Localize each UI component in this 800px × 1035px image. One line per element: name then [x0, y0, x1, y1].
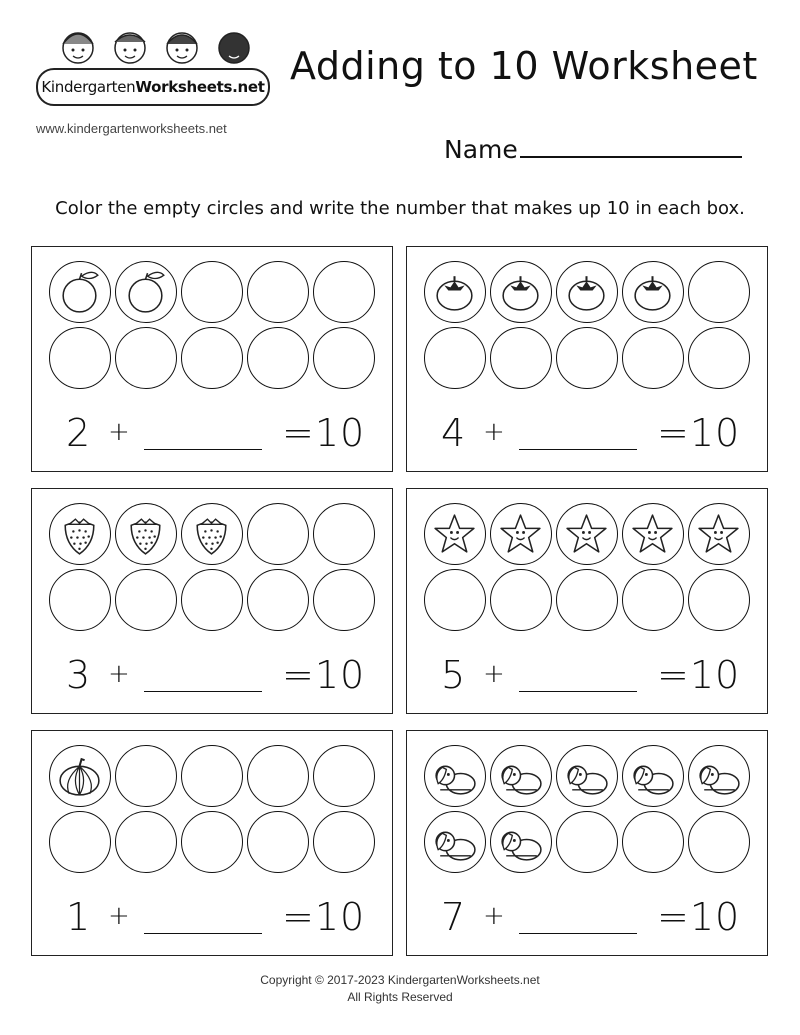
empty-circle[interactable]	[115, 327, 177, 389]
picture-circle	[622, 745, 684, 807]
problem-box	[406, 730, 768, 956]
empty-circle[interactable]	[490, 327, 552, 389]
rights-text: All Rights Reserved	[347, 990, 453, 1004]
problem-box	[31, 246, 393, 472]
empty-circle[interactable]	[181, 327, 243, 389]
orange-icon	[121, 267, 170, 316]
empty-circle[interactable]	[313, 569, 375, 631]
instructions: Color the empty circles and write the number that makes up 10 in each box.	[55, 198, 745, 219]
picture-circle	[622, 503, 684, 565]
bunny-icon	[628, 751, 677, 800]
plus-sign: +	[108, 659, 130, 689]
empty-circle[interactable]	[181, 569, 243, 631]
empty-circle[interactable]	[247, 745, 309, 807]
tomato-icon	[562, 267, 611, 316]
picture-circle	[688, 745, 750, 807]
empty-circle[interactable]	[115, 811, 177, 873]
empty-circle[interactable]	[247, 327, 309, 389]
answer-blank[interactable]	[519, 691, 637, 692]
picture-circle	[688, 503, 750, 565]
tomato-icon	[430, 267, 479, 316]
picture-circle	[49, 261, 111, 323]
kids-faces-icon	[48, 22, 258, 72]
starfish-icon	[430, 509, 479, 558]
picture-circle	[490, 745, 552, 807]
plus-sign: +	[483, 659, 505, 689]
empty-circle[interactable]	[424, 327, 486, 389]
equation	[66, 895, 386, 945]
site-url: www.kindergartenworksheets.net	[36, 121, 227, 136]
bunny-icon	[496, 817, 545, 866]
picture-circle	[556, 261, 618, 323]
empty-circle[interactable]	[490, 569, 552, 631]
equation	[441, 895, 761, 945]
plus-sign: +	[108, 901, 130, 931]
equation-total: =10	[657, 411, 741, 455]
plus-sign: +	[108, 417, 130, 447]
starfish-icon	[562, 509, 611, 558]
empty-circle[interactable]	[313, 261, 375, 323]
picture-circle	[49, 745, 111, 807]
picture-circle	[622, 261, 684, 323]
answer-blank[interactable]	[144, 691, 262, 692]
empty-circle[interactable]	[313, 503, 375, 565]
picture-circle	[490, 503, 552, 565]
empty-circle[interactable]	[688, 811, 750, 873]
addend: 1	[66, 895, 91, 939]
empty-circle[interactable]	[49, 327, 111, 389]
addend: 7	[441, 895, 466, 939]
answer-blank[interactable]	[519, 449, 637, 450]
tomato-icon	[628, 267, 677, 316]
empty-circle[interactable]	[247, 569, 309, 631]
logo-text-right: Worksheets.net	[135, 78, 265, 96]
picture-circle	[490, 811, 552, 873]
equation	[66, 411, 386, 461]
site-logo	[32, 22, 272, 112]
empty-circle[interactable]	[622, 811, 684, 873]
strawberry-icon	[55, 509, 104, 558]
empty-circle[interactable]	[247, 503, 309, 565]
addend: 3	[66, 653, 91, 697]
empty-circle[interactable]	[688, 569, 750, 631]
answer-blank[interactable]	[144, 449, 262, 450]
empty-circle[interactable]	[424, 569, 486, 631]
starfish-icon	[694, 509, 743, 558]
logo-text-left: Kindergarten	[41, 78, 136, 96]
name-blank-line[interactable]	[520, 130, 742, 158]
empty-circle[interactable]	[622, 569, 684, 631]
empty-circle[interactable]	[181, 261, 243, 323]
bunny-icon	[694, 751, 743, 800]
problem-box	[31, 730, 393, 956]
picture-circle	[49, 503, 111, 565]
picture-circle	[490, 261, 552, 323]
picture-circle	[556, 503, 618, 565]
plus-sign: +	[483, 417, 505, 447]
answer-blank[interactable]	[519, 933, 637, 934]
picture-circle	[556, 745, 618, 807]
bunny-icon	[430, 817, 479, 866]
footer	[0, 972, 800, 1006]
answer-blank[interactable]	[144, 933, 262, 934]
problem-box	[406, 246, 768, 472]
empty-circle[interactable]	[181, 745, 243, 807]
copyright-text: Copyright © 2017-2023 KindergartenWorksheets.net	[260, 973, 540, 987]
starfish-icon	[496, 509, 545, 558]
addend: 5	[441, 653, 466, 697]
page-title: Adding to 10 Worksheet	[290, 44, 758, 88]
empty-circle[interactable]	[181, 811, 243, 873]
empty-circle[interactable]	[115, 745, 177, 807]
empty-circle[interactable]	[688, 261, 750, 323]
tomato-icon	[496, 267, 545, 316]
bunny-icon	[562, 751, 611, 800]
picture-circle	[424, 503, 486, 565]
empty-circle[interactable]	[556, 327, 618, 389]
empty-circle[interactable]	[313, 811, 375, 873]
name-label: Name	[444, 135, 518, 164]
empty-circle[interactable]	[247, 261, 309, 323]
problem-box	[406, 488, 768, 714]
orange-icon	[55, 267, 104, 316]
empty-circle[interactable]	[556, 569, 618, 631]
name-field-row	[444, 130, 742, 164]
problem-box	[31, 488, 393, 714]
picture-circle	[424, 261, 486, 323]
addend: 4	[441, 411, 466, 455]
picture-circle	[424, 811, 486, 873]
equation-total: =10	[282, 653, 366, 697]
bunny-icon	[496, 751, 545, 800]
equation-total: =10	[657, 895, 741, 939]
empty-circle[interactable]	[622, 327, 684, 389]
empty-circle[interactable]	[49, 569, 111, 631]
equation-total: =10	[282, 895, 366, 939]
starfish-icon	[628, 509, 677, 558]
equation-total: =10	[282, 411, 366, 455]
pumpkin-icon	[55, 751, 104, 800]
empty-circle[interactable]	[49, 811, 111, 873]
equation-total: =10	[657, 653, 741, 697]
picture-circle	[115, 503, 177, 565]
logo-wordmark	[36, 68, 270, 106]
empty-circle[interactable]	[115, 569, 177, 631]
empty-circle[interactable]	[556, 811, 618, 873]
picture-circle	[424, 745, 486, 807]
addend: 2	[66, 411, 91, 455]
strawberry-icon	[187, 509, 236, 558]
picture-circle	[181, 503, 243, 565]
plus-sign: +	[483, 901, 505, 931]
strawberry-icon	[121, 509, 170, 558]
equation	[66, 653, 386, 703]
empty-circle[interactable]	[313, 745, 375, 807]
picture-circle	[115, 261, 177, 323]
empty-circle[interactable]	[313, 327, 375, 389]
bunny-icon	[430, 751, 479, 800]
equation	[441, 411, 761, 461]
equation	[441, 653, 761, 703]
empty-circle[interactable]	[688, 327, 750, 389]
empty-circle[interactable]	[247, 811, 309, 873]
